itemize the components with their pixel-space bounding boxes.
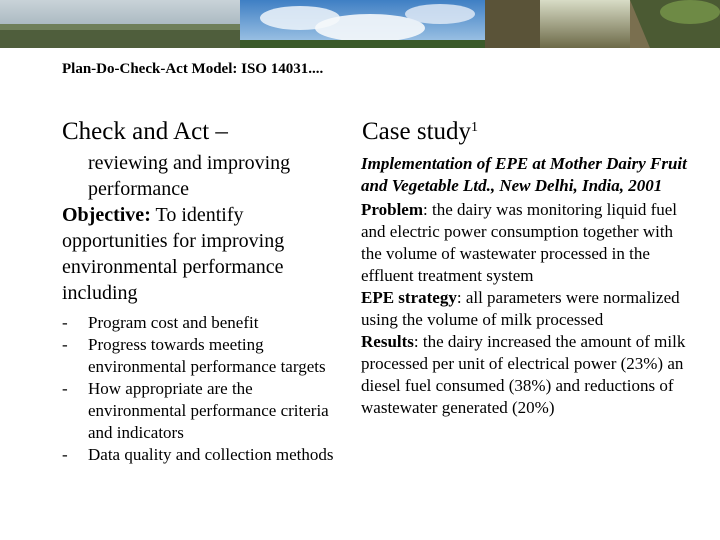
strategy-label: EPE strategy (361, 288, 457, 307)
results-paragraph (361, 331, 691, 419)
bullet-text: Progress towards meeting environmental performance targets (88, 335, 326, 376)
slide-subtitle: Plan-Do-Check-Act Model: ISO 14031.... (62, 61, 324, 77)
strategy-text: : all parameters were normalized using the volume of milk processed (361, 288, 680, 329)
case-study-title: Implementation of EPE at Mother Dairy Fruit and Vegetable Ltd., New Delhi, India, 2001 (361, 154, 687, 195)
bullet-text: Program cost and benefit (88, 313, 259, 332)
footnote-marker: 1 (471, 120, 479, 135)
results-label: Results (361, 332, 414, 351)
right-column (361, 153, 691, 419)
bullet-dash: - (62, 445, 68, 464)
objective-label: Objective: (62, 204, 151, 226)
problem-label: Problem (361, 200, 424, 219)
bullet-dash: - (62, 313, 68, 332)
list-item (62, 378, 352, 444)
list-item (62, 334, 352, 378)
results-text: : the dairy increased the amount of milk processed per unit of electrical power (23%) an diesel fuel consumed (38%) and reductions of wastewater generated (20%) (361, 332, 686, 417)
problem-text: : the dairy was monitoring liquid fuel and electric power consumption together with the volume of wastewater processed in the effluent treatment system (361, 200, 678, 285)
case-study-heading-text: Case study (362, 118, 472, 145)
bullet-dash: - (62, 379, 68, 398)
objective-paragraph (62, 202, 352, 306)
list-item (62, 312, 352, 334)
right-heading (362, 118, 478, 146)
objective-text: To identify opportunities for improving environmental performance including (62, 204, 285, 304)
strategy-paragraph (361, 287, 691, 331)
left-heading: Check and Act – (62, 118, 228, 145)
check-act-intro: reviewing and improving performance (88, 152, 291, 200)
bullet-text: Data quality and collection methods (88, 445, 334, 464)
landscape-photo-strip (0, 0, 720, 48)
landscape-banner (0, 0, 720, 48)
bullet-text: How appropriate are the environmental performance criteria and indicators (88, 379, 329, 442)
left-column (62, 150, 352, 466)
bullet-dash: - (62, 335, 68, 354)
problem-paragraph (361, 199, 691, 287)
list-item (62, 444, 352, 466)
bullet-list (62, 312, 352, 466)
